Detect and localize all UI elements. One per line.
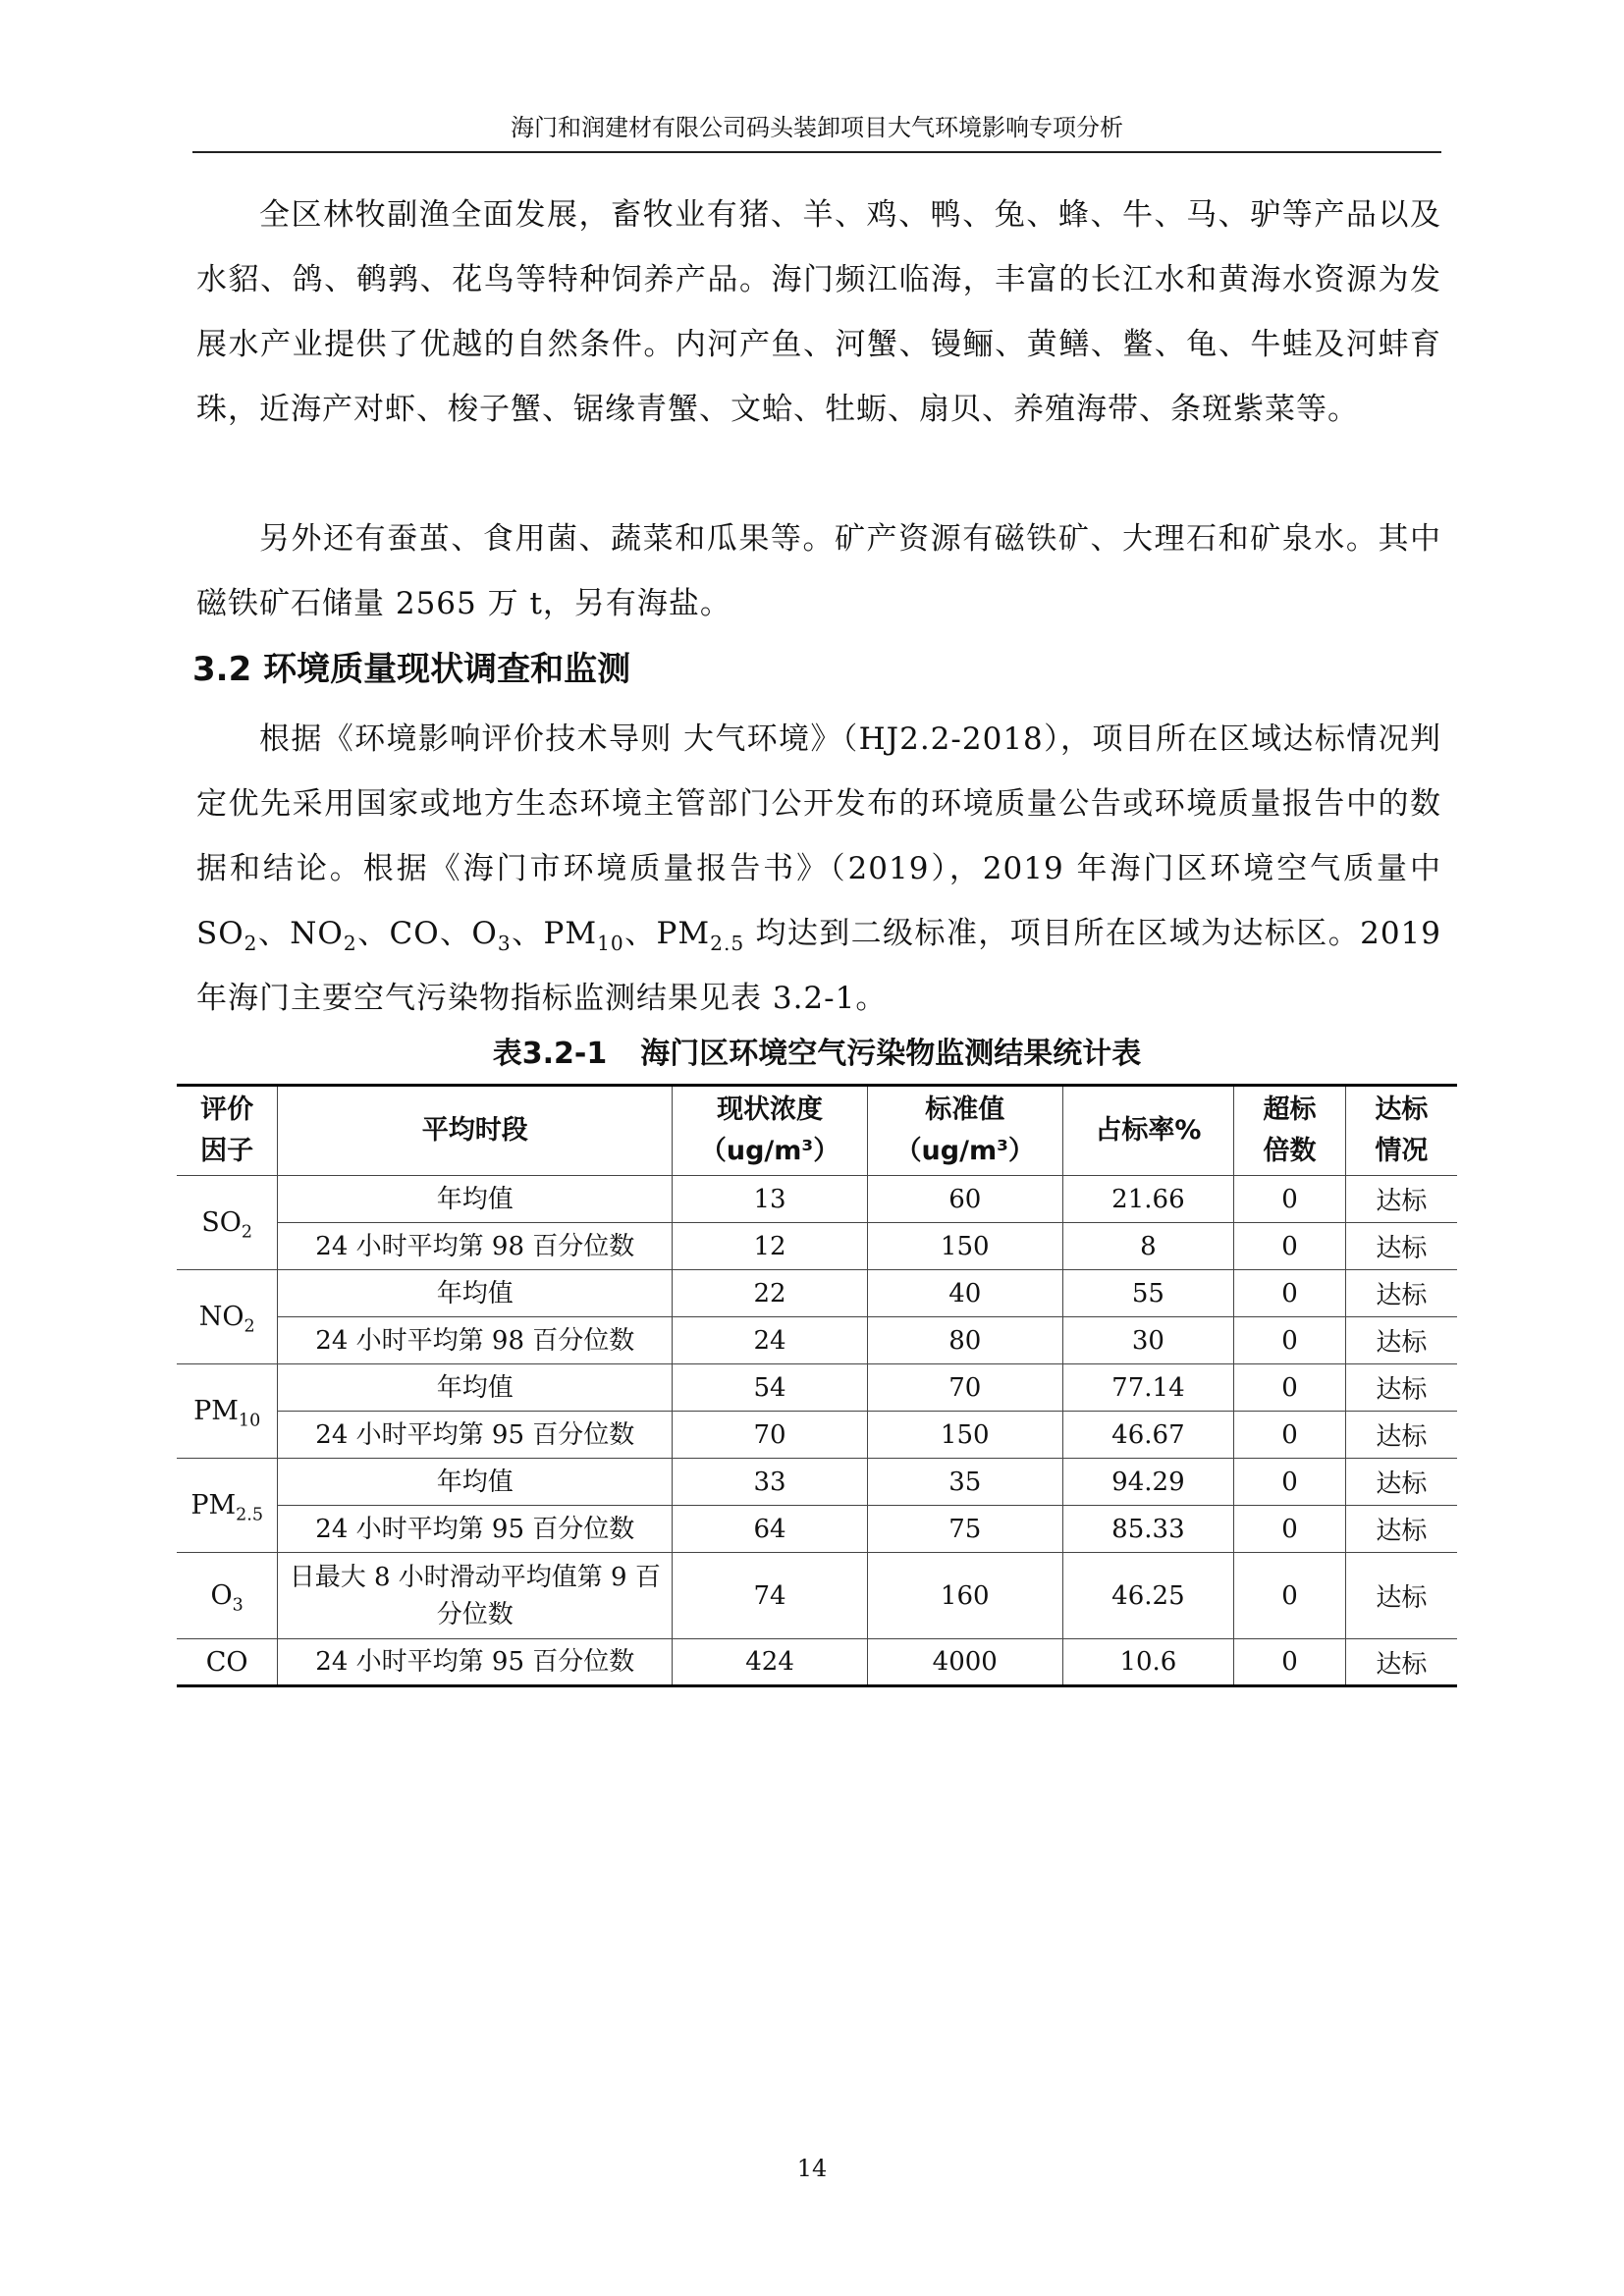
cell-ratio: 8 — [1062, 1223, 1234, 1270]
cell-ratio: 46.25 — [1062, 1553, 1234, 1639]
cell-concentration: 12 — [673, 1223, 868, 1270]
table-row — [177, 1223, 1457, 1270]
cell-standard: 40 — [867, 1270, 1062, 1317]
pollutant-monitoring-table — [177, 1084, 1457, 1687]
para3-text-d: 、PM — [511, 916, 598, 951]
cell-period: 24 小时平均第 98 百分位数 — [278, 1317, 673, 1364]
cell-status: 达标 — [1345, 1176, 1457, 1223]
cell-period: 年均值 — [278, 1270, 673, 1317]
cell-concentration: 24 — [673, 1317, 868, 1364]
cell-period: 24 小时平均第 95 百分位数 — [278, 1412, 673, 1459]
table-row — [177, 1459, 1457, 1506]
factor-pm10: $PM_{10}$ — [177, 1364, 278, 1459]
cell-concentration: 64 — [673, 1506, 868, 1553]
cell-status: 达标 — [1345, 1459, 1457, 1506]
cell-exceed: 0 — [1234, 1364, 1346, 1412]
cell-standard: 60 — [867, 1176, 1062, 1223]
cell-concentration: 22 — [673, 1270, 868, 1317]
page-number: 14 — [796, 2155, 828, 2182]
para3-text-e: 、PM — [623, 916, 711, 951]
cell-concentration: 33 — [673, 1459, 868, 1506]
table-caption-number: 表3.2-1 — [492, 1037, 608, 1071]
cell-exceed: 0 — [1234, 1639, 1346, 1686]
cell-period: 24 小时平均第 98 百分位数 — [278, 1223, 673, 1270]
table-row — [177, 1553, 1457, 1639]
cell-exceed: 0 — [1234, 1506, 1346, 1553]
factor-o3: $O_3$ — [177, 1553, 278, 1639]
para3-sub-o3: 3 — [497, 932, 512, 956]
cell-standard: 75 — [867, 1506, 1062, 1553]
cell-ratio: 21.66 — [1062, 1176, 1234, 1223]
table-row — [177, 1506, 1457, 1553]
cell-ratio: 85.33 — [1062, 1506, 1234, 1553]
header-status: 达标 情况 — [1345, 1086, 1457, 1176]
paragraph-minerals: 另外还有蚕茧、食用菌、蔬菜和瓜果等。矿产资源有磁铁矿、大理石和矿泉水。其中磁铁矿石储量 2565 万 t，另有海盐。 — [196, 521, 1441, 621]
table-header-row — [177, 1086, 1457, 1176]
cell-concentration: 70 — [673, 1412, 868, 1459]
cell-ratio: 30 — [1062, 1317, 1234, 1364]
para3-sub-pm10: 10 — [597, 932, 624, 956]
page-header: 海门和润建材有限公司码头装卸项目大气环境影响专项分析 — [192, 110, 1441, 153]
cell-standard: 80 — [867, 1317, 1062, 1364]
cell-exceed: 0 — [1234, 1223, 1346, 1270]
header-concentration: 现状浓度 （ug/m³） — [673, 1086, 868, 1176]
header-standard: 标准值 （ug/m³） — [867, 1086, 1062, 1176]
para3-text-c: 、CO、O — [356, 916, 498, 951]
cell-status: 达标 — [1345, 1553, 1457, 1639]
cell-standard: 150 — [867, 1412, 1062, 1459]
cell-concentration: 74 — [673, 1553, 868, 1639]
cell-exceed: 0 — [1234, 1412, 1346, 1459]
cell-period: 日最大 8 小时滑动平均值第 9 百分位数 — [278, 1553, 673, 1639]
para3-sub-so2: 2 — [244, 932, 258, 956]
cell-period: 年均值 — [278, 1364, 673, 1412]
paragraph-air-quality — [196, 707, 1441, 1031]
para3-text-f: 均达到二级标准，项目所在区域为达标区。2019 年海门主要空气污染物指标监测结果见表 3.2-1。 — [196, 916, 1442, 1016]
cell-status: 达标 — [1345, 1639, 1457, 1686]
cell-exceed: 0 — [1234, 1176, 1346, 1223]
factor-pm25: $PM_{2.5}$ — [177, 1459, 278, 1553]
cell-exceed: 0 — [1234, 1317, 1346, 1364]
factor-co: CO — [177, 1639, 278, 1686]
cell-standard: 70 — [867, 1364, 1062, 1412]
cell-period: 24 小时平均第 95 百分位数 — [278, 1506, 673, 1553]
header-ratio: 占标率% — [1062, 1086, 1234, 1176]
table-row — [177, 1270, 1457, 1317]
cell-exceed: 0 — [1234, 1553, 1346, 1639]
factor-so2: $SO_2$ — [177, 1176, 278, 1270]
cell-status: 达标 — [1345, 1506, 1457, 1553]
cell-exceed: 0 — [1234, 1270, 1346, 1317]
cell-period: 年均值 — [278, 1176, 673, 1223]
cell-standard: 150 — [867, 1223, 1062, 1270]
cell-ratio: 77.14 — [1062, 1364, 1234, 1412]
cell-standard: 4000 — [867, 1639, 1062, 1686]
table-row — [177, 1364, 1457, 1412]
cell-status: 达标 — [1345, 1223, 1457, 1270]
cell-status: 达标 — [1345, 1317, 1457, 1364]
header-period: 平均时段 — [278, 1086, 673, 1176]
header-factor: 评价 因子 — [177, 1086, 278, 1176]
cell-standard: 160 — [867, 1553, 1062, 1639]
table-caption-title: 海门区环境空气污染物监测结果统计表 — [640, 1037, 1142, 1071]
cell-concentration: 13 — [673, 1176, 868, 1223]
para3-sub-pm25: 2.5 — [710, 932, 745, 956]
cell-concentration: 424 — [673, 1639, 868, 1686]
cell-ratio: 55 — [1062, 1270, 1234, 1317]
cell-ratio: 94.29 — [1062, 1459, 1234, 1506]
cell-status: 达标 — [1345, 1270, 1457, 1317]
table-row — [177, 1639, 1457, 1686]
para3-text-a: 根据《环境影响评价技术导则 大气环境》（HJ2.2-2018），项目所在区域达标情况判定优先采用国家或地方生态环境主管部门公开发布的环境质量公告或环境质量报告中的数据和结论。根据《海门市环境质量报告书》（2019），2019 年海门区环境空气质量中 SO — [196, 721, 1441, 951]
factor-no2: $NO_2$ — [177, 1270, 278, 1364]
cell-concentration: 54 — [673, 1364, 868, 1412]
header-exceed: 超标 倍数 — [1234, 1086, 1346, 1176]
section-heading: 3.2 环境质量现状调查和监测 — [192, 650, 631, 689]
cell-period: 24 小时平均第 95 百分位数 — [278, 1639, 673, 1686]
cell-standard: 35 — [867, 1459, 1062, 1506]
cell-ratio: 46.67 — [1062, 1412, 1234, 1459]
table-row — [177, 1317, 1457, 1364]
table-caption — [177, 1033, 1457, 1076]
cell-status: 达标 — [1345, 1412, 1457, 1459]
para3-text-b: 、NO — [257, 916, 344, 951]
cell-exceed: 0 — [1234, 1459, 1346, 1506]
paragraph-agriculture: 全区林牧副渔全面发展，畜牧业有猪、羊、鸡、鸭、兔、蜂、牛、马、驴等产品以及水貂、鸽、鹌鹑、花鸟等特种饲养产品。海门频江临海，丰富的长江水和黄海水资源为发展水产业提供了优越的自然条件。内河产鱼、河蟹、镘鲡、黄鳝、鳖、龟、牛蛙及河蚌育珠，近海产对虾、梭子蟹、锯缘青蟹、文蛤、牡蛎、扇贝、养殖海带、条斑紫菜等。 — [196, 197, 1441, 427]
cell-period: 年均值 — [278, 1459, 673, 1506]
para3-sub-no2: 2 — [343, 932, 357, 956]
cell-ratio: 10.6 — [1062, 1639, 1234, 1686]
table-row — [177, 1412, 1457, 1459]
table-row — [177, 1176, 1457, 1223]
cell-status: 达标 — [1345, 1364, 1457, 1412]
